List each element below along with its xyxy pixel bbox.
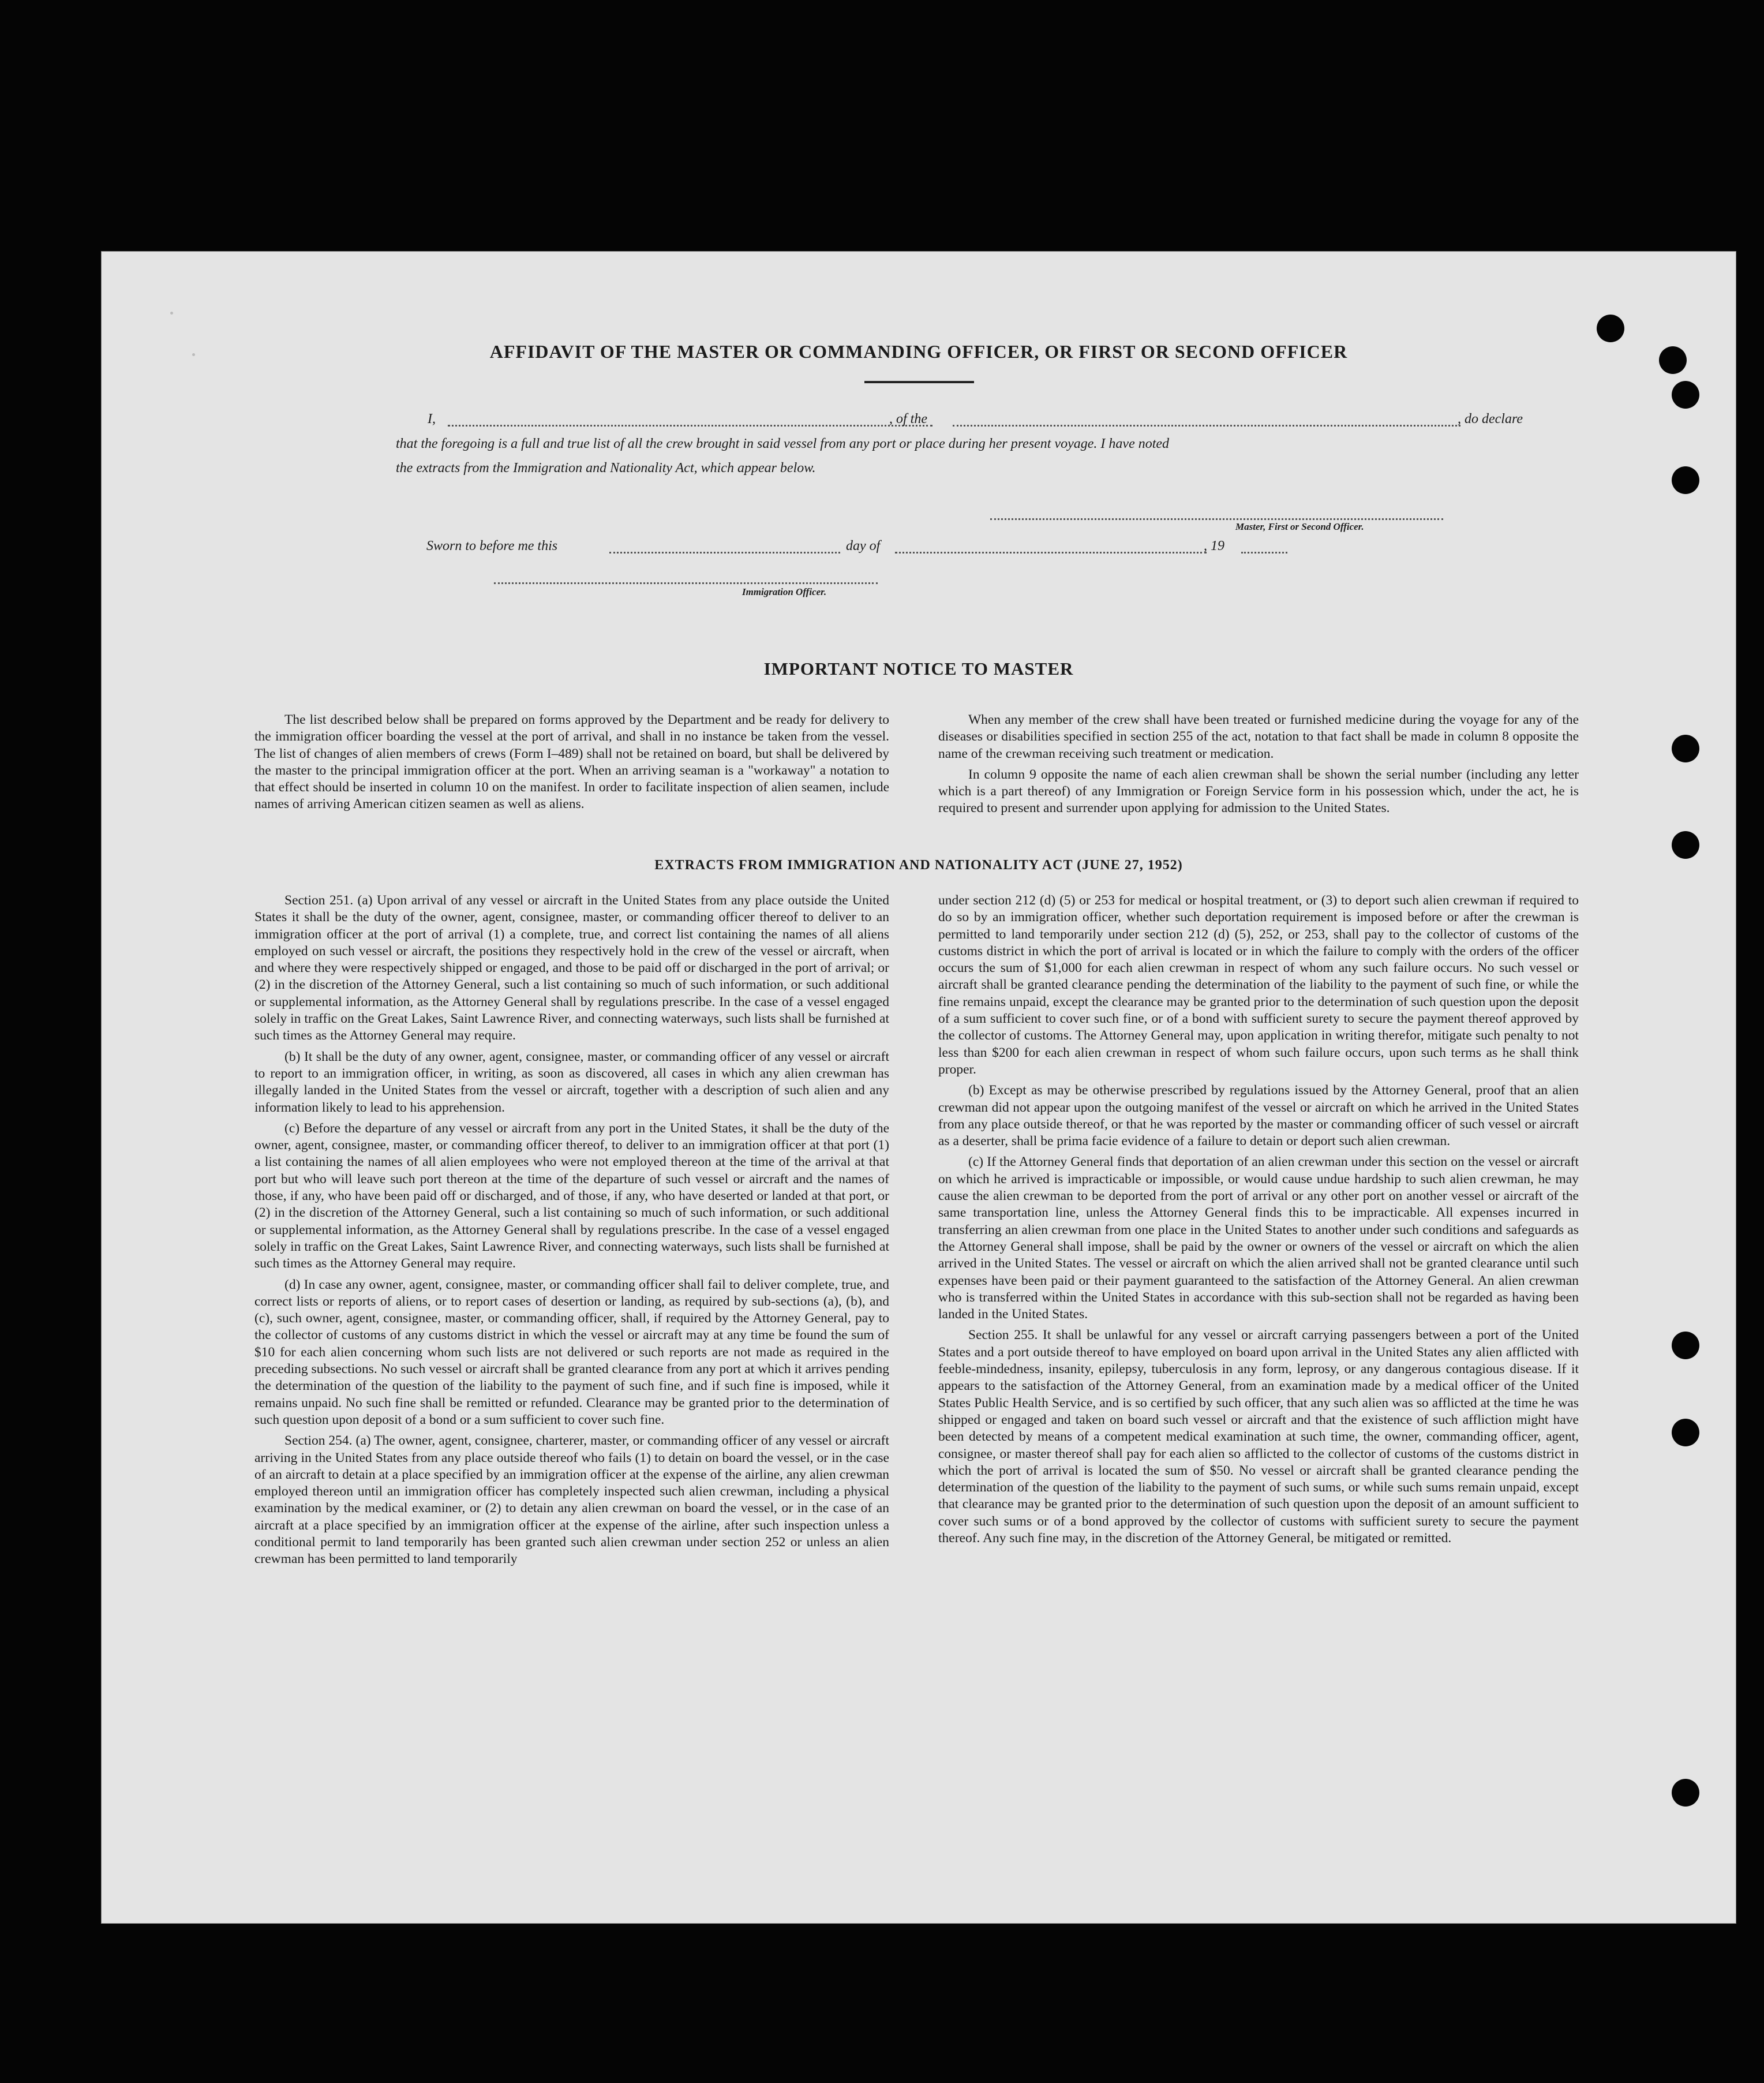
affidavit-do-declare: , do declare [1458,412,1523,427]
officer-signature-line [494,582,878,584]
affidavit-title: AFFIDAVIT OF THE MASTER OR COMMANDING OFFICER, OR FIRST OR SECOND OFFICER [489,341,1348,362]
punch-hole [1659,346,1687,374]
punch-hole [1672,735,1699,762]
affidavit-of-the: , of the [889,412,927,427]
affidavit-line-2: that the foregoing is a full and true list of all the crew brought in said vessel from any port or place during her present voyage. I have noted [396,436,1170,451]
year-label: , 19 [1204,538,1224,554]
sworn-day-blank [609,552,840,554]
notice-title: IMPORTANT NOTICE TO MASTER [763,659,1074,679]
statute-paragraph: under section 212 (d) (5) or 253 for medical or hospital treatment, or (3) to deport such alien crewman if required to do so by an immigration officer, whether such deportation requirement is imposed before or after the crewman is permitted to land temporarily under section 212 (d) (5), 252, or 253, shall pay to the collector of customs of the customs district in which the port of arrival is located or in which the failure to comply with the orders of the officer occurs the sum of $1,000 for each alien crewman in respect of whom any such failure occurs. No such vessel or aircraft shall be granted clearance pending the determination of the liability to the payment of such fine, or while the fine remains unpaid, except the clearance may be granted prior to the determination of such question upon the deposit of a sum sufficient to cover such fine, or of a bond with sufficient surety to secure the payment thereof approved by the collector of customs. The Attorney General may, upon application in writing therefor, mitigate such penalty to not less than $200 for each alien crewman in respect of whom such failure occurs, upon such terms as he shall think proper. [938,893,1579,1077]
statute-paragraph: Section 254. (a) The owner, agent, consignee, charterer, master, or commanding officer of any vessel or aircraft arriving in the United States from any place outside thereof who fails (1) to detain on board the vessel, or in the case of an aircraft to detain at a place specified by an immigration officer at the expense of the airline, any alien crewman employed thereon until an immigration officer has completely inspected such alien crewman, including a physical examination by the medical examiner, or (2) to detain any alien crewman on board the vessel, or in the case of an aircraft at a place specified by an immigration officer at the expense of the airline, after such inspection unless a conditional permit to land temporarily has been granted such alien crewman under section 252 or unless an alien crewman has been permitted to land temporarily [254,1433,889,1567]
title-divider [864,381,974,383]
master-label: Master, First or Second Officer. [1235,521,1364,532]
punch-hole [1672,1779,1699,1807]
notice-paragraph: When any member of the crew shall have been treated or furnished medicine during the voyage for any of the diseases or disabilities specified in section 255 of the act, notation to that fact shall be made in column 8 opposite the name of the crewman receiving such treatment or medication. [938,712,1579,761]
statute-paragraph: Section 255. It shall be unlawful for any vessel or aircraft carrying passengers between a port of the United States and a port outside thereof to have employed on board upon arrival in the United States any alien afflicted with feeble-mindedness, insanity, epilepsy, tuberculosis in any form, leprosy, or any dangerous contagious disease. If it appears to the satisfaction of the Attorney General, from an examination made by a medical officer of the United States Public Health Service, and is so certified by such officer, that any such alien was so afflicted at the time he was shipped or engaged and taken on board such vessel or aircraft and that the existence of such affliction might have been detected by means of a competent medical examination at such time, the owner, commanding officer, agent, consignee, or master thereof shall pay for each alien so afflicted to the collector of customs of the customs district in which the port of arrival is located the sum of $50. No vessel or aircraft shall be granted clearance pending the determination of the question of the liability to the payment of such sums, or while such sums remain unpaid, except that clearance may be granted prior to the determination of such question upon the deposit of an amount sufficient to cover such sums or of a bond approved by the collector of customs with sufficient surety to secure the payment thereof. Any such fine may, in the discretion of the Attorney General, be mitigated or remitted. [938,1327,1579,1546]
punch-hole [1597,315,1624,342]
statute-paragraph: (c) If the Attorney General finds that deportation of an alien crewman under this section on the vessel or aircraft on which he arrived is impracticable or impossible, or would cause undue hardship to such alien crewman, he may cause the alien crewman to be deported from the port of arrival or any other port on another vessel or aircraft of the same transportation line, unless the Attorney General finds this to be impracticable. All expenses incurred in transferring an alien crewman from one place in the United States to another under such conditions and safeguards as the Attorney General shall impose, shall be paid by the owner or owners of the vessel or aircraft on which the alien arrived in the United States. The vessel or aircraft on which the alien arrived shall not be granted clearance until such expenses have been paid or their payment guaranteed to the satisfaction of the Attorney General. An alien crewman who is transferred within the United States in accordance with this sub-section shall not be regarded as having been landed in the United States. [938,1154,1579,1322]
affidavit-line-3: the extracts from the Immigration and Nationality Act, which appear below. [396,461,816,476]
notice-paragraph: The list described below shall be prepared on forms approved by the Department and be ready for delivery to the immigration officer boarding the vessel at the port of arrival, and shall in no instance be taken from the vessel. The list of changes of alien members of crews (Form I–489) shall not be retained on board, but shall be delivered by the master to the principal immigration officer at the port. When an arriving seaman is a "workaway" a notation to that effect should be inserted in column 10 on the manifest. In order to facilitate inspection of alien seamen, include names of arriving American citizen seamen as well as aliens. [254,712,889,812]
extracts-left-column [254,892,889,1572]
punch-hole [1672,1332,1699,1359]
year-blank [1241,552,1287,554]
punch-hole [1672,1419,1699,1446]
sworn-month-blank [895,552,1207,554]
statute-paragraph: (c) Before the departure of any vessel or aircraft from any port in the United States, it shall be the duty of the owner, agent, consignee, master, or commanding officer thereof, to deliver to an immigration officer at that port (1) a list containing the names of all alien employees who were not employed thereon at the time of the arrival at that port but who will leave such port thereon at the time of the departure of such vessel or aircraft and the names of those, if any, who have been paid off or discharged, and of those, if any, who have deserted or landed at that port, or (2) in the discretion of the Attorney General, such a list containing so much of such information, or such additional or supplemental information, as the Attorney General shall by regulations prescribe. In the case of a vessel engaged solely in traffic on the Great Lakes, Saint Lawrence River, and connecting waterways, such lists shall be furnished at such times as the Attorney General may require. [254,1120,889,1272]
statute-paragraph: Section 251. (a) Upon arrival of any vessel or aircraft in the United States from any place outside the United States it shall be the duty of the owner, agent, consignee, master, or commanding officer thereof to deliver to an immigration officer at the port of arrival (1) a complete, true, and correct list containing the names of all aliens employed on such vessel or aircraft, the positions they respectively hold in the crew of the vessel or aircraft, when and where they were respectively shipped or engaged, and those to be paid off or discharged in the port of arrival; or (2) in the discretion of the Attorney General, such a list containing so much of such information, or such additional or supplemental information, as the Attorney General shall by regulations prescribe. In the case of a vessel engaged solely in traffic on the Great Lakes, Saint Lawrence River, and connecting waterways, such lists shall be furnished at such times as the Attorney General may require. [254,893,889,1044]
statute-paragraph: (d) In case any owner, agent, consignee, master, or commanding officer shall fail to deliver complete, true, and correct lists or reports of aliens, or to report cases of desertion or landing, as required by sub-sections (a), (b), and (c), such owner, agent, consignee, master, or commanding officer, shall, if required by the Attorney General, pay to the collector of customs of any customs district in which the vessel or aircraft may at any time be found the sum of $10 for each alien concerning whom such lists are not delivered or such reports are not made as required in the preceding subsections. No such vessel or aircraft shall be granted clearance from any port at which it arrives pending the determination of the question of the liability to the payment of such fine, and if such fine is imposed, while it remains unpaid. No such fine shall be remitted or refunded. Clearance may be granted prior to the determination of such question upon deposit of a bond or a sum sufficient to cover such fine. [254,1277,889,1427]
film-speck [170,312,173,315]
statute-paragraph: (b) It shall be the duty of any owner, agent, consignee, master, or commanding officer of any vessel or aircraft to report to an immigration officer, in writing, as soon as discovered, all cases in which any alien crewman has illegally landed in the United States from the vessel or aircraft, together with a description of such alien and any information likely to lead to his apprehension. [254,1049,889,1115]
punch-hole [1672,381,1699,409]
statute-paragraph: (b) Except as may be otherwise prescribed by regulations issued by the Attorney General, proof that an alien crewman did not appear upon the outgoing manifest of the vessel or aircraft on which he arrived in the United States from any place outside thereof, or that he was reported by the master or commanding officer of such vessel or aircraft as a deserter, shall be prima facie evidence of a failure to detain or deport such alien crewman. [938,1083,1579,1149]
notice-right-column [938,712,1579,821]
punch-hole [1672,466,1699,494]
sworn-label: Sworn to before me this [426,538,558,554]
film-speck [192,353,195,356]
officer-label: Immigration Officer. [742,586,827,597]
extracts-right-column [938,892,1579,1551]
punch-hole [1672,831,1699,859]
master-signature-line [990,518,1443,520]
notice-left-column [254,712,889,817]
notice-paragraph: In column 9 opposite the name of each alien crewman shall be shown the serial number (including any letter which is a part thereof) of any Immigration or Foreign Service form in his possession which, under the act, he is required to present and surrender upon applying for admission to the United States. [938,766,1579,816]
affidavit-i: I, [428,412,436,427]
name-blank [448,425,932,427]
extracts-title: EXTRACTS FROM IMMIGRATION AND NATIONALITY ACT (JUNE 27, 1952) [654,858,1183,873]
document-page [101,251,1736,1924]
vessel-blank [953,425,1460,427]
day-of-label: day of [846,538,881,554]
